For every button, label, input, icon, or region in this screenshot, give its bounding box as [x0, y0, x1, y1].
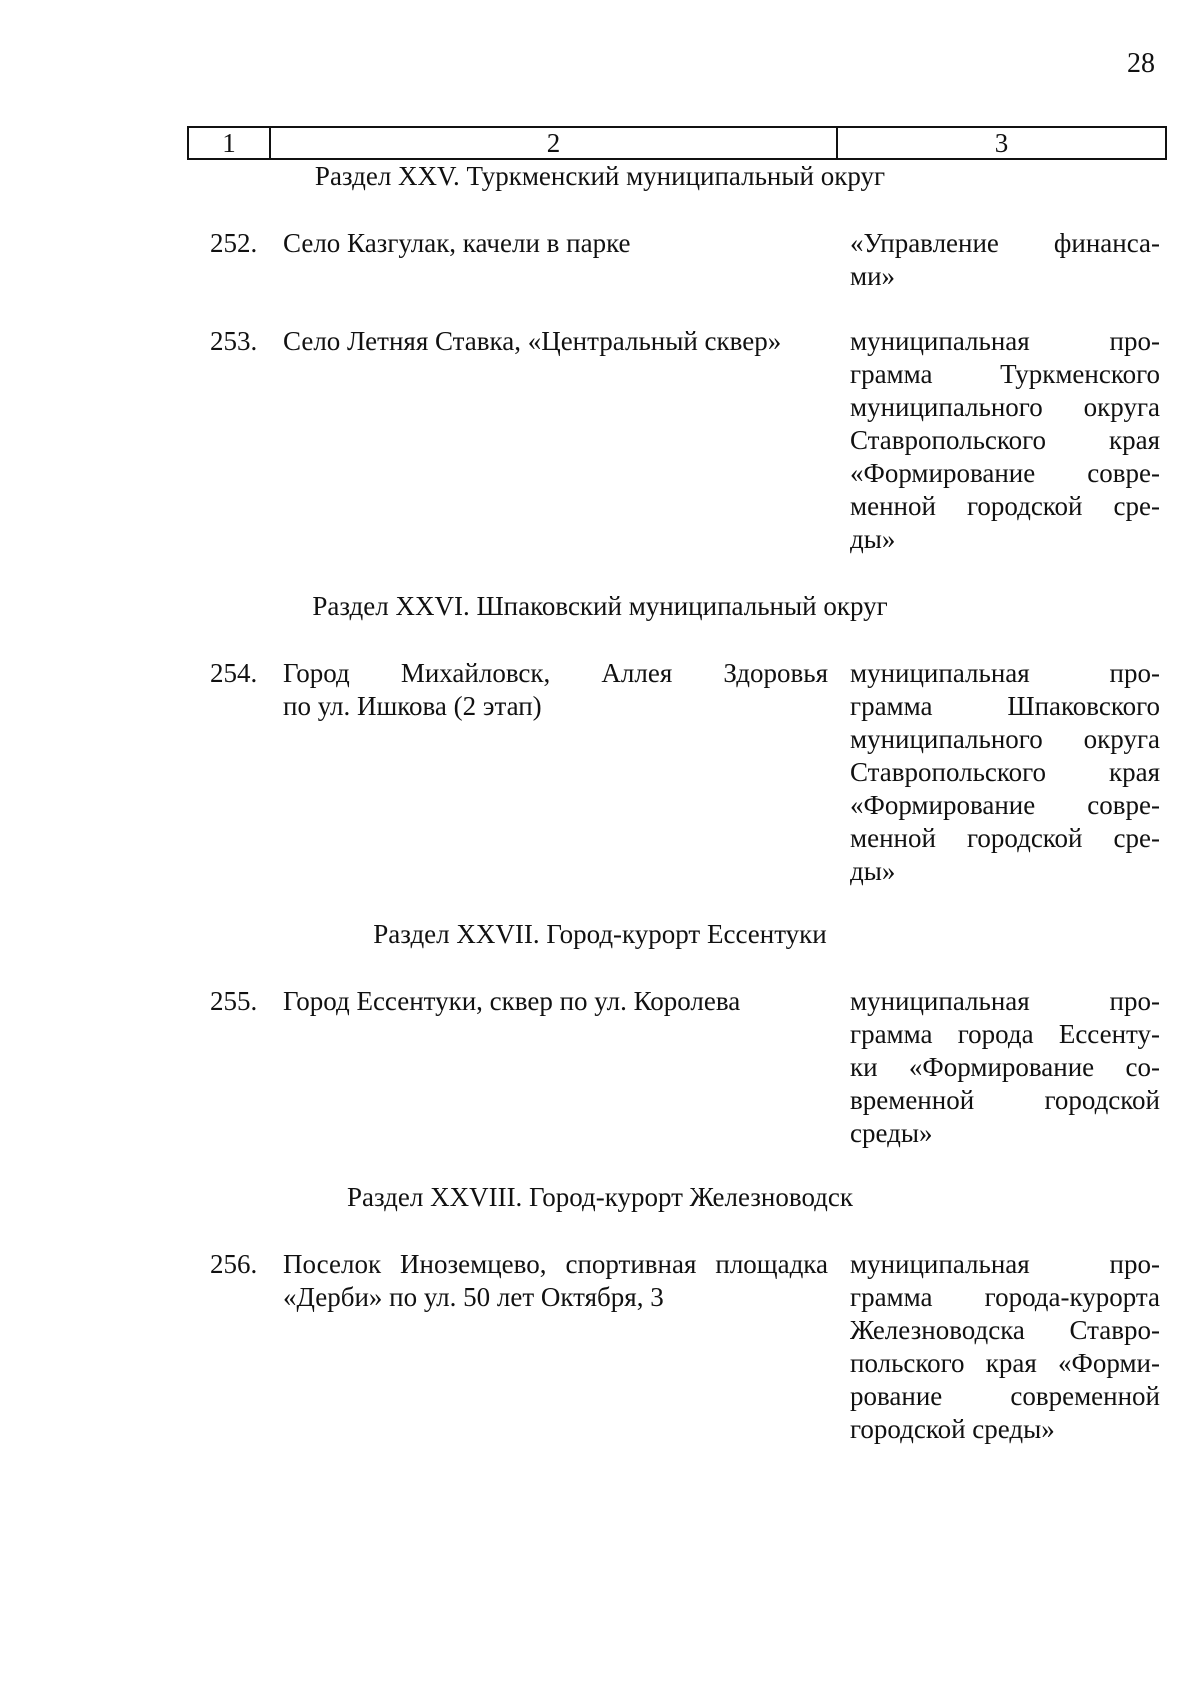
place-line: Город Михайловск, Аллея Здоровья — [283, 658, 828, 688]
entry-place — [283, 657, 828, 723]
program-line: муниципальная про- — [850, 986, 1160, 1016]
program-line: ми» — [850, 261, 896, 291]
section-title: Раздел XXVI. Шпаковский муниципальный округ — [312, 591, 888, 621]
entry-program — [850, 985, 1160, 1150]
program-line: «Формирование совре- — [850, 458, 1160, 488]
column-header-1: 1 — [188, 127, 270, 159]
entry-place — [283, 1248, 828, 1314]
section-title: Раздел XXV. Туркменский муниципальный округ — [314, 161, 886, 191]
entry-program — [850, 1248, 1160, 1446]
column-header-table — [187, 126, 1167, 160]
program-line: грамма города Ессенту- — [850, 1019, 1160, 1049]
program-line: муниципальная про- — [850, 658, 1160, 688]
entry-number: 254. — [210, 658, 258, 688]
entry-program — [850, 227, 1160, 293]
program-line: рование современной — [850, 1381, 1160, 1411]
place-line: по ул. Ишкова (2 этап) — [283, 691, 542, 721]
place-line: Город Ессентуки, сквер по ул. Королева — [283, 986, 741, 1016]
entry-number: 253. — [210, 326, 258, 356]
program-line: «Управление финанса- — [850, 228, 1160, 258]
page-number: 28 — [1127, 48, 1155, 79]
program-line: Ставропольского края — [850, 425, 1160, 455]
program-line: Железноводска Ставро- — [850, 1315, 1160, 1345]
program-line: муниципальная про- — [850, 326, 1160, 356]
entry-place — [283, 985, 828, 1018]
program-line: временной городской — [850, 1085, 1160, 1115]
entry-number: 255. — [210, 986, 258, 1016]
section-title: Раздел XXVII. Город-курорт Ессентуки — [373, 919, 827, 949]
entry-number: 252. — [210, 228, 258, 258]
program-line: ды» — [850, 856, 896, 886]
entry-place — [283, 227, 828, 260]
place-line: Село Летняя Ставка, «Центральный сквер» — [283, 326, 782, 356]
section-title: Раздел XXVIII. Город-курорт Железноводск — [346, 1182, 854, 1212]
program-line: муниципальная про- — [850, 1249, 1160, 1279]
program-line: муниципального округа — [850, 724, 1160, 754]
column-header-3: 3 — [837, 127, 1166, 159]
program-line: менной городской сре- — [850, 823, 1160, 853]
column-header-2: 2 — [270, 127, 837, 159]
program-line: польского края «Форми- — [850, 1348, 1160, 1378]
entry-place — [283, 325, 828, 358]
program-line: грамма Шпаковского — [850, 691, 1160, 721]
program-line: Ставропольского края — [850, 757, 1160, 787]
column-header-row — [188, 127, 1166, 159]
program-line: «Формирование совре- — [850, 790, 1160, 820]
place-line: Поселок Иноземцево, спортивная площадка — [283, 1249, 828, 1279]
place-line: Село Казгулак, качели в парке — [283, 228, 631, 258]
entry-number: 256. — [210, 1249, 258, 1279]
program-line: ды» — [850, 524, 896, 554]
program-line: среды» — [850, 1118, 933, 1148]
program-line: грамма Туркменского — [850, 359, 1160, 389]
program-line: городской среды» — [850, 1414, 1055, 1444]
entry-program — [850, 657, 1160, 888]
program-line: менной городской сре- — [850, 491, 1160, 521]
place-line: «Дерби» по ул. 50 лет Октября, 3 — [283, 1282, 664, 1312]
program-line: муниципального округа — [850, 392, 1160, 422]
program-line: ки «Формирование со- — [850, 1052, 1160, 1082]
entry-program — [850, 325, 1160, 556]
program-line: грамма города-курорта — [850, 1282, 1160, 1312]
